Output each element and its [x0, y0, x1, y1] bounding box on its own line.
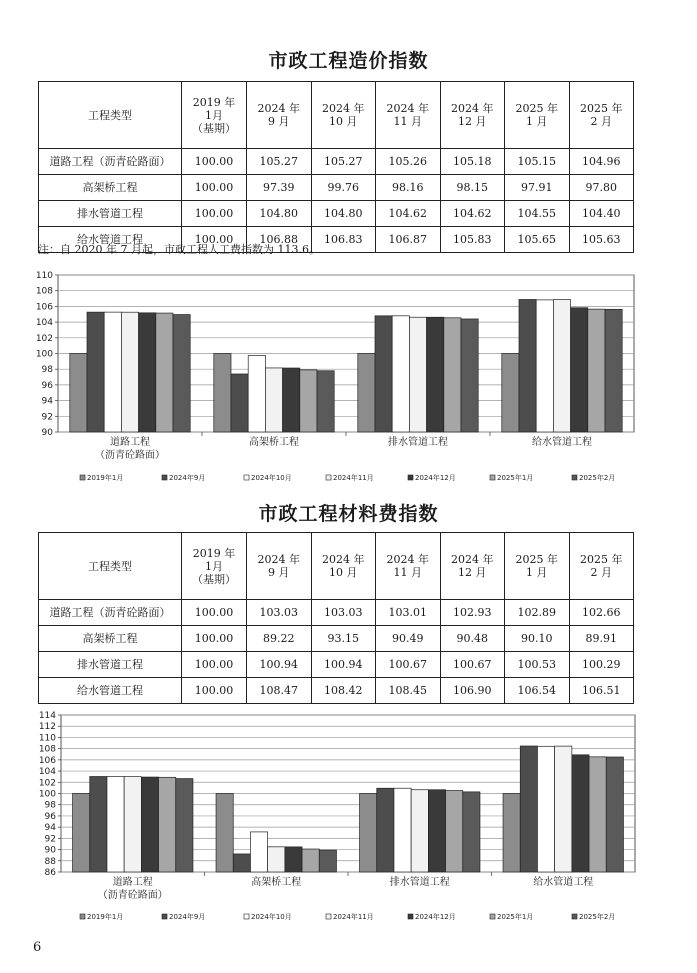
legend-label: 2024年11月 [333, 474, 374, 482]
cost-index-chart [30, 266, 645, 486]
legend-swatch [572, 914, 577, 919]
legend-label: 2024年12月 [415, 913, 456, 921]
index-value: 100.67 [376, 652, 441, 678]
column-header-period: 2019 年 1月 （基期） [182, 82, 247, 149]
bar [141, 777, 158, 872]
table-header-row [39, 82, 634, 149]
category-label: 高架桥工程 [251, 877, 302, 888]
column-header-period: 2024 年 10 月 [311, 82, 376, 149]
index-value: 102.93 [440, 600, 505, 626]
bar [555, 746, 572, 872]
index-value: 104.96 [569, 149, 634, 175]
page-number: 6 [33, 940, 42, 955]
category-label: 高架桥工程 [249, 437, 299, 448]
bar [411, 790, 428, 872]
index-value: 106.83 [311, 227, 376, 253]
legend-label: 2024年11月 [333, 913, 374, 921]
row-label: 道路工程（沥青砼路面） [39, 149, 182, 175]
bar [216, 794, 233, 873]
y-tick-label: 98 [44, 800, 56, 811]
column-header-period: 2024 年 12 月 [440, 82, 505, 149]
bar [173, 315, 190, 432]
category-label: 给水管道工程 [533, 877, 594, 888]
legend-swatch [80, 914, 85, 919]
bar [70, 354, 87, 433]
index-value: 100.00 [182, 652, 247, 678]
bar [444, 318, 461, 432]
index-value: 100.00 [182, 227, 247, 253]
y-tick-label: 102 [38, 778, 56, 789]
index-value: 89.22 [247, 626, 312, 652]
index-value: 98.16 [376, 175, 441, 201]
index-value: 100.00 [182, 626, 247, 652]
bar [268, 847, 285, 872]
category-label: （沥青砼路面） [95, 450, 165, 461]
index-value: 104.55 [505, 201, 570, 227]
legend-label: 2025年1月 [497, 913, 534, 921]
bar [139, 313, 156, 432]
index-value: 103.03 [311, 600, 376, 626]
index-value: 102.66 [569, 600, 634, 626]
row-label: 高架桥工程 [39, 175, 182, 201]
column-header-period: 2019 年 1月 （基期） [182, 533, 247, 600]
category-label: 道路工程 [110, 437, 150, 448]
bar [90, 777, 107, 872]
row-label: 排水管道工程 [39, 652, 182, 678]
index-value: 105.18 [440, 149, 505, 175]
table-row [39, 678, 634, 704]
column-header-period: 2024 年 12 月 [440, 533, 505, 600]
index-value: 100.29 [569, 652, 634, 678]
bar [319, 850, 336, 872]
legend-label: 2024年10月 [251, 913, 292, 921]
bar [461, 319, 478, 432]
index-value: 108.47 [247, 678, 312, 704]
y-tick-label: 96 [44, 811, 56, 822]
y-tick-label: 100 [35, 349, 53, 360]
bar [317, 371, 334, 432]
bar [300, 370, 317, 432]
bar [606, 757, 623, 872]
y-tick-label: 88 [44, 856, 56, 867]
section1-title: 市政工程造价指数 [268, 50, 429, 72]
index-value: 105.83 [440, 227, 505, 253]
bar [589, 757, 606, 872]
legend-swatch [326, 914, 331, 919]
legend-swatch [162, 475, 167, 480]
bar [176, 779, 193, 872]
column-header-type: 工程类型 [39, 533, 182, 600]
legend-label: 2025年2月 [579, 474, 616, 482]
legend-label: 2025年2月 [579, 913, 616, 921]
column-header-period: 2025 年 1 月 [505, 82, 570, 149]
bar [358, 354, 375, 433]
legend-swatch [490, 914, 495, 919]
bar [537, 746, 554, 872]
row-label: 道路工程（沥青砼路面） [39, 600, 182, 626]
column-header-period: 2025 年 2 月 [569, 82, 634, 149]
index-value: 100.67 [440, 652, 505, 678]
bar [536, 300, 553, 432]
legend-swatch [80, 475, 85, 480]
y-tick-label: 90 [44, 845, 56, 856]
bar [248, 355, 265, 432]
column-header-period: 2024 年 9 月 [247, 82, 312, 149]
legend-swatch [162, 914, 167, 919]
index-value: 108.45 [376, 678, 441, 704]
bar [159, 777, 176, 872]
index-value: 106.88 [247, 227, 312, 253]
category-label: 道路工程 [112, 877, 153, 888]
index-value: 100.00 [182, 600, 247, 626]
index-value: 105.15 [505, 149, 570, 175]
legend-label: 2024年9月 [169, 474, 206, 482]
y-tick-label: 86 [44, 868, 56, 878]
index-value: 106.87 [376, 227, 441, 253]
table-row [39, 175, 634, 201]
legend-swatch [490, 475, 495, 480]
column-header-period: 2024 年 11 月 [376, 82, 441, 149]
table-row [39, 149, 634, 175]
y-tick-label: 92 [44, 834, 56, 845]
index-value: 105.26 [376, 149, 441, 175]
table-row [39, 600, 634, 626]
index-value: 103.01 [376, 600, 441, 626]
category-label: （沥青砼路面） [97, 890, 168, 901]
legend-swatch [244, 475, 249, 480]
bar [121, 312, 138, 432]
y-tick-label: 104 [35, 318, 53, 329]
bar [377, 788, 394, 872]
table-row [39, 652, 634, 678]
table-note: 注：自 2020 年 7 月起，市政工程人工费指数为 113.6。 [38, 243, 320, 256]
row-label: 给水管道工程 [39, 678, 182, 704]
index-value: 104.80 [311, 201, 376, 227]
bar [214, 354, 231, 433]
bar [446, 791, 463, 872]
bar [231, 374, 248, 432]
index-value: 104.62 [440, 201, 505, 227]
section2-title: 市政工程材料费指数 [258, 503, 439, 525]
bar [360, 794, 377, 873]
index-value: 106.54 [505, 678, 570, 704]
bar [392, 316, 409, 432]
column-header-period: 2025 年 1 月 [505, 533, 570, 600]
index-value: 105.27 [247, 149, 312, 175]
y-tick-label: 92 [41, 412, 53, 423]
y-tick-label: 114 [38, 711, 56, 721]
index-value: 108.42 [311, 678, 376, 704]
index-value: 105.65 [505, 227, 570, 253]
index-value: 93.15 [311, 626, 376, 652]
index-value: 104.62 [376, 201, 441, 227]
bar [285, 847, 302, 872]
table-row [39, 626, 634, 652]
y-tick-label: 98 [41, 365, 53, 376]
column-header-period: 2024 年 10 月 [311, 533, 376, 600]
material-index-chart [30, 708, 645, 933]
bar [463, 792, 480, 872]
index-value: 104.80 [247, 201, 312, 227]
bar [250, 832, 267, 872]
y-tick-label: 94 [44, 823, 56, 834]
index-value: 102.89 [505, 600, 570, 626]
legend-label: 2019年1月 [87, 474, 124, 482]
bar [427, 317, 444, 432]
bar [605, 309, 622, 432]
index-value: 89.91 [569, 626, 634, 652]
index-value: 90.10 [505, 626, 570, 652]
column-header-type: 工程类型 [39, 82, 182, 149]
index-value: 105.27 [311, 149, 376, 175]
y-tick-label: 106 [35, 302, 53, 313]
index-value: 105.63 [569, 227, 634, 253]
bar [375, 316, 392, 432]
bar [572, 755, 589, 872]
y-tick-label: 102 [35, 333, 53, 344]
y-tick-label: 106 [38, 755, 56, 766]
index-value: 99.76 [311, 175, 376, 201]
bar [233, 854, 250, 872]
y-tick-label: 90 [41, 428, 53, 438]
bar [520, 746, 537, 872]
bar [503, 794, 520, 873]
index-value: 90.49 [376, 626, 441, 652]
y-tick-label: 94 [41, 396, 53, 407]
y-tick-label: 104 [38, 767, 56, 778]
category-label: 排水管道工程 [388, 437, 448, 448]
legend-label: 2019年1月 [87, 913, 124, 921]
legend-label: 2024年12月 [415, 474, 456, 482]
legend-swatch [408, 475, 413, 480]
index-value: 100.00 [182, 149, 247, 175]
row-label: 排水管道工程 [39, 201, 182, 227]
category-label: 排水管道工程 [389, 877, 450, 888]
index-value: 103.03 [247, 600, 312, 626]
column-header-period: 2024 年 9 月 [247, 533, 312, 600]
index-value: 98.15 [440, 175, 505, 201]
y-tick-label: 108 [35, 286, 53, 297]
index-value: 104.40 [569, 201, 634, 227]
bar [428, 790, 445, 872]
index-value: 106.90 [440, 678, 505, 704]
legend-swatch [572, 475, 577, 480]
cost-index-table [38, 81, 634, 253]
y-tick-label: 108 [38, 744, 56, 755]
index-value: 97.91 [505, 175, 570, 201]
y-tick-label: 100 [38, 789, 56, 800]
legend-swatch [326, 475, 331, 480]
y-tick-label: 110 [38, 733, 56, 744]
index-value: 100.00 [182, 201, 247, 227]
bar [124, 777, 141, 872]
y-tick-label: 110 [35, 271, 53, 281]
category-label: 给水管道工程 [532, 437, 592, 448]
table-header-row [39, 533, 634, 600]
bar [107, 777, 124, 872]
column-header-period: 2025 年 2 月 [569, 533, 634, 600]
column-header-period: 2024 年 11 月 [376, 533, 441, 600]
y-tick-label: 112 [38, 722, 56, 733]
table-row [39, 201, 634, 227]
material-index-table [38, 532, 634, 704]
bar [588, 309, 605, 432]
legend-swatch [244, 914, 249, 919]
bar [553, 300, 570, 432]
index-value: 100.94 [311, 652, 376, 678]
row-label: 高架桥工程 [39, 626, 182, 652]
bar [283, 368, 300, 432]
index-value: 100.00 [182, 678, 247, 704]
legend-label: 2024年10月 [251, 474, 292, 482]
legend-label: 2025年1月 [497, 474, 534, 482]
bar [265, 368, 282, 432]
bar [73, 794, 90, 873]
legend-swatch [408, 914, 413, 919]
bar [302, 849, 319, 872]
bar [104, 312, 121, 432]
bar [502, 354, 519, 433]
bar [87, 312, 104, 432]
bar [409, 317, 426, 432]
index-value: 90.48 [440, 626, 505, 652]
bar [571, 308, 588, 432]
index-value: 97.39 [247, 175, 312, 201]
bar [394, 788, 411, 872]
row-label: 给水管道工程 [39, 227, 182, 253]
index-value: 100.00 [182, 175, 247, 201]
index-value: 100.53 [505, 652, 570, 678]
index-value: 97.80 [569, 175, 634, 201]
index-value: 106.51 [569, 678, 634, 704]
y-tick-label: 96 [41, 380, 53, 391]
bar [156, 313, 173, 432]
bar [519, 299, 536, 432]
legend-label: 2024年9月 [169, 913, 206, 921]
index-value: 100.94 [247, 652, 312, 678]
